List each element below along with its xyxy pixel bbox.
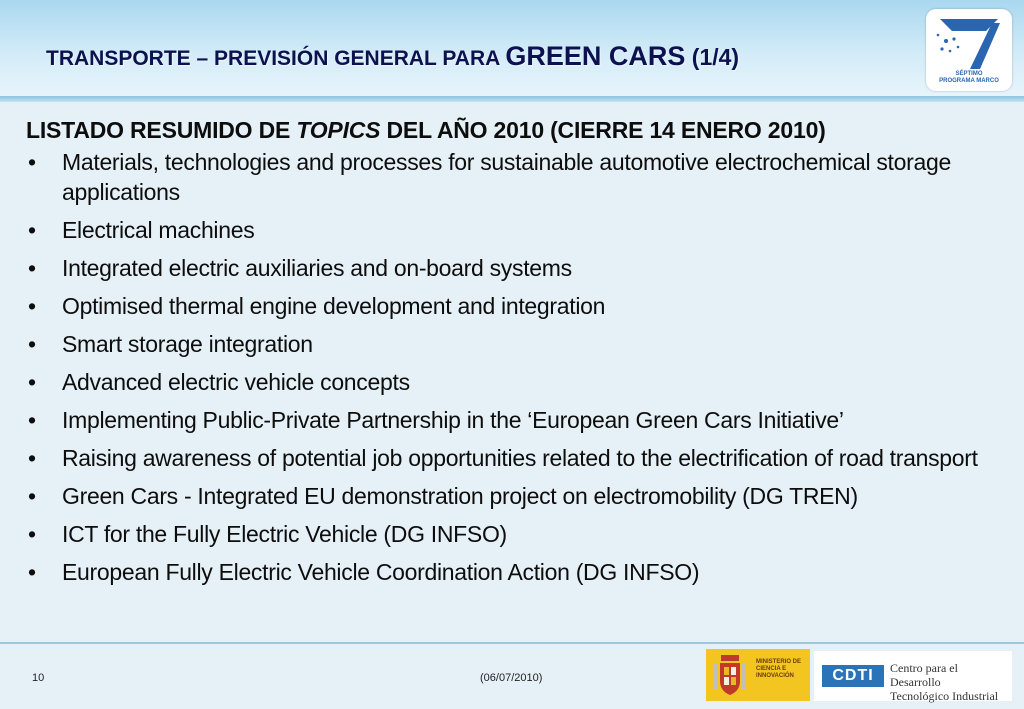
bullet-icon: • [28, 293, 36, 319]
header-divider [0, 96, 1024, 102]
ministry-logo [706, 649, 810, 701]
topics-list [26, 147, 1011, 587]
heading-italic: TOPICS [296, 117, 381, 143]
list-item [26, 481, 1011, 511]
list-item-text: Smart storage integration [62, 331, 313, 357]
list-item [26, 329, 1011, 359]
bullet-icon: • [28, 331, 36, 357]
slide-date: (06/07/2010) [480, 672, 543, 684]
title-part-2: GREEN CARS [505, 41, 686, 71]
bullet-icon: • [28, 407, 36, 433]
topics-heading [26, 115, 1011, 145]
list-item-text: Advanced electric vehicle concepts [62, 369, 410, 395]
footer-divider [0, 642, 1024, 644]
list-item-text: European Fully Electric Vehicle Coordination Action (DG INFSO) [62, 559, 700, 585]
list-item-text: Green Cars - Integrated EU demonstration project on electromobility (DG TREN) [62, 483, 858, 509]
bullet-icon: • [28, 369, 36, 395]
list-item [26, 557, 1011, 587]
cdti-mark: CDTI [822, 665, 884, 687]
bullet-icon: • [28, 483, 36, 509]
list-item [26, 291, 1011, 321]
title-part-1: TRANSPORTE – PREVISIÓN GENERAL PARA [46, 47, 506, 70]
list-item [26, 443, 1011, 473]
cdti-name [890, 661, 1010, 703]
bullet-icon: • [28, 149, 36, 175]
list-item-text: Optimised thermal engine development and integration [62, 293, 606, 319]
coat-of-arms-icon [712, 653, 748, 697]
bullet-icon: • [28, 559, 36, 585]
main-content [26, 115, 1011, 595]
list-item-text: ICT for the Fully Electric Vehicle (DG INFSO) [62, 521, 507, 547]
list-item [26, 367, 1011, 397]
list-item [26, 147, 1011, 207]
fp7-line-1: SÉPTIMO [955, 71, 983, 77]
slide-title [46, 36, 739, 73]
heading-prefix: LISTADO RESUMIDO DE [26, 117, 297, 143]
cdti-line-1: Centro para el Desarrollo [890, 661, 958, 689]
fp7-line-2: PROGRAMA MARCO [939, 78, 999, 84]
title-part-3: (1/4) [685, 44, 740, 70]
cdti-logo [814, 651, 1012, 701]
list-item-text: Materials, technologies and processes for sustainable automotive electrochemical storage applications [62, 149, 951, 205]
list-item [26, 253, 1011, 283]
list-item-text: Implementing Public-Private Partnership in the ‘European Green Cars Initiative’ [62, 407, 844, 433]
list-item [26, 215, 1011, 245]
list-item-text: Raising awareness of potential job opportunities related to the electrification of road transport [62, 445, 978, 471]
list-item [26, 405, 1011, 435]
list-item [26, 519, 1011, 549]
bullet-icon: • [28, 445, 36, 471]
fp7-logo [926, 9, 1012, 91]
bullet-icon: • [28, 521, 36, 547]
bullet-icon: • [28, 255, 36, 281]
cdti-line-2: Tecnológico Industrial [890, 689, 999, 703]
ministry-name: MINISTERIO DE CIENCIA E INNOVACIÓN [756, 659, 802, 679]
heading-suffix: DEL AÑO 2010 (CIERRE 14 ENERO 2010) [380, 117, 826, 143]
bullet-icon: • [28, 217, 36, 243]
list-item-text: Electrical machines [62, 217, 255, 243]
list-item-text: Integrated electric auxiliaries and on-board systems [62, 255, 572, 281]
slide-number: 10 [32, 672, 45, 684]
